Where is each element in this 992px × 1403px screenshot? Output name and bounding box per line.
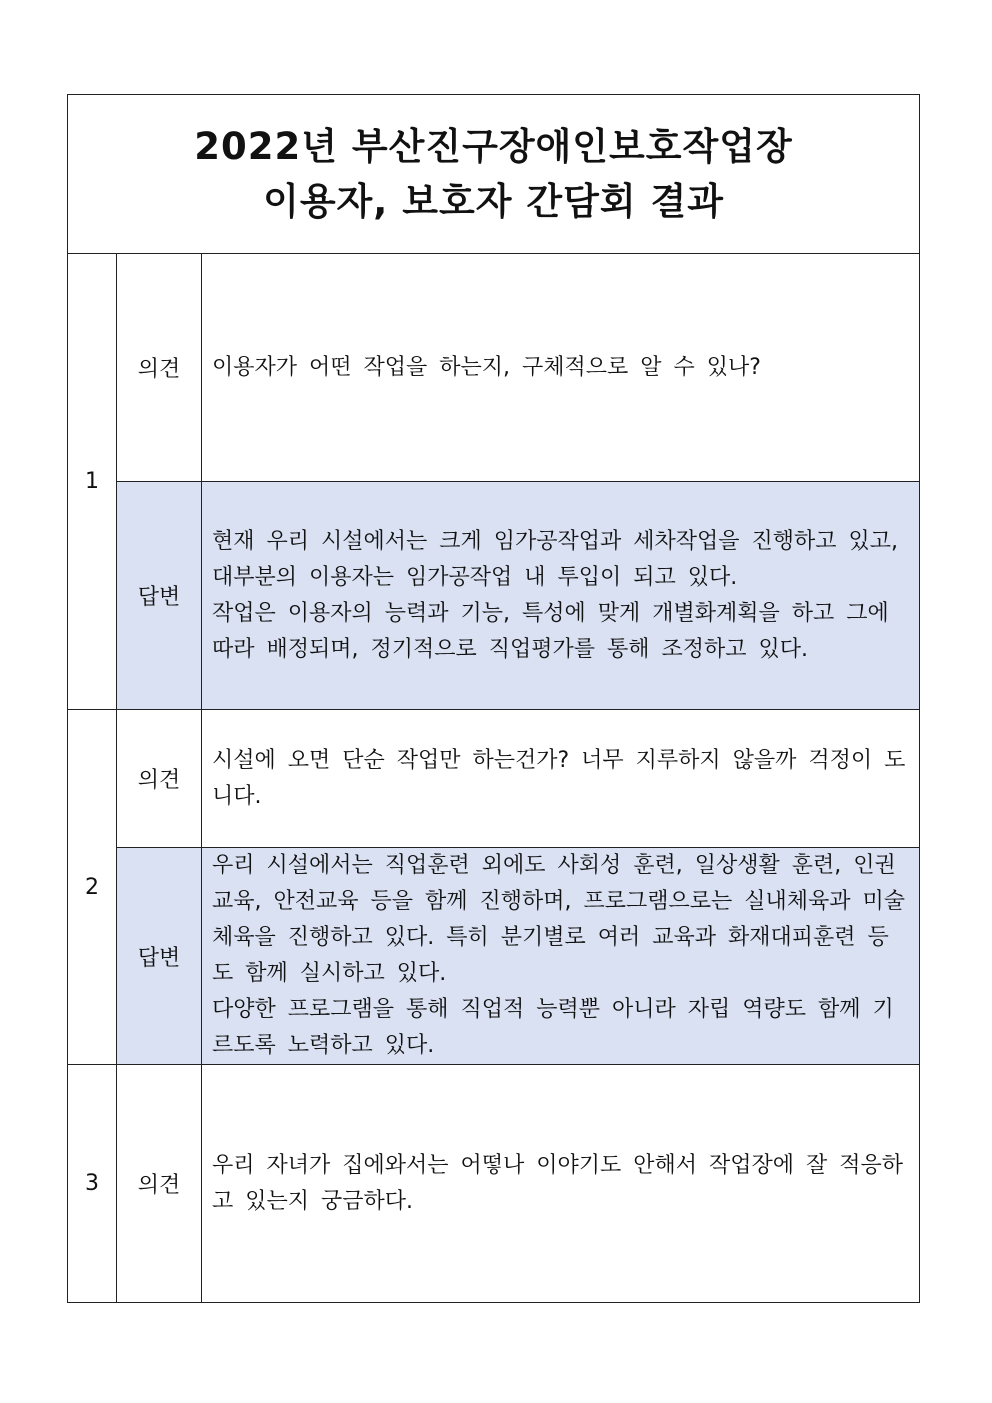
answer-label: 답변 bbox=[117, 848, 202, 1065]
opinion-text: 우리 자녀가 집에와서는 어떻나 이야기도 안해서 작업장에 잘 적응하고 있는지 궁금하다. bbox=[202, 1065, 920, 1303]
answer-paragraph: 우리 시설에서는 직업훈련 외에도 사회성 훈련, 일상생활 훈련, 인권교육, 안전교육 등을 함께 진행하며, 프로그램으로는 실내체육과 미술체육을 진행하고 있다. 특히 분기별로 여러 교육과 화재대피훈련 등도 함께 실시하고 있다. bbox=[212, 853, 905, 986]
answer-paragraph: 작업은 이용자의 능력과 기능, 특성에 맞게 개별화계획을 하고 그에 따라 배정되며, 정기적으로 직업평가를 통해 조정하고 있다. bbox=[212, 600, 889, 662]
item-1-answer-row bbox=[68, 482, 920, 710]
item-number: 2 bbox=[68, 710, 117, 1065]
answer-paragraph: 현재 우리 시설에서는 크게 임가공작업과 세차작업을 진행하고 있고, 대부분의 이용자는 임가공작업 내 투입이 되고 있다. bbox=[212, 528, 899, 590]
answer-text bbox=[202, 482, 920, 710]
item-number: 1 bbox=[68, 254, 117, 710]
item-1-opinion-row bbox=[68, 254, 920, 482]
item-2-answer-row bbox=[68, 848, 920, 1065]
opinion-text: 시설에 오면 단순 작업만 하는건가? 너무 지루하지 않을까 걱정이 도니다. bbox=[202, 710, 920, 848]
opinion-label: 의견 bbox=[117, 254, 202, 482]
title-row bbox=[68, 95, 920, 254]
item-2-opinion-row bbox=[68, 710, 920, 848]
answer-text bbox=[202, 848, 920, 1065]
document-title bbox=[68, 95, 920, 254]
opinion-label: 의견 bbox=[117, 710, 202, 848]
item-number: 3 bbox=[68, 1065, 117, 1303]
meeting-results-table bbox=[67, 94, 920, 1303]
title-line-1: 2022년 부산진구장애인보호작업장 bbox=[194, 125, 793, 168]
answer-label: 답변 bbox=[117, 482, 202, 710]
item-3-opinion-row bbox=[68, 1065, 920, 1303]
title-line-2: 이용자, 보호자 간담회 결과 bbox=[263, 180, 724, 223]
answer-paragraph: 다양한 프로그램을 통해 직업적 능력뿐 아니라 자립 역량도 함께 기르도록 노력하고 있다. bbox=[212, 997, 894, 1058]
opinion-label: 의견 bbox=[117, 1065, 202, 1303]
opinion-text: 이용자가 어떤 작업을 하는지, 구체적으로 알 수 있나? bbox=[202, 254, 920, 482]
